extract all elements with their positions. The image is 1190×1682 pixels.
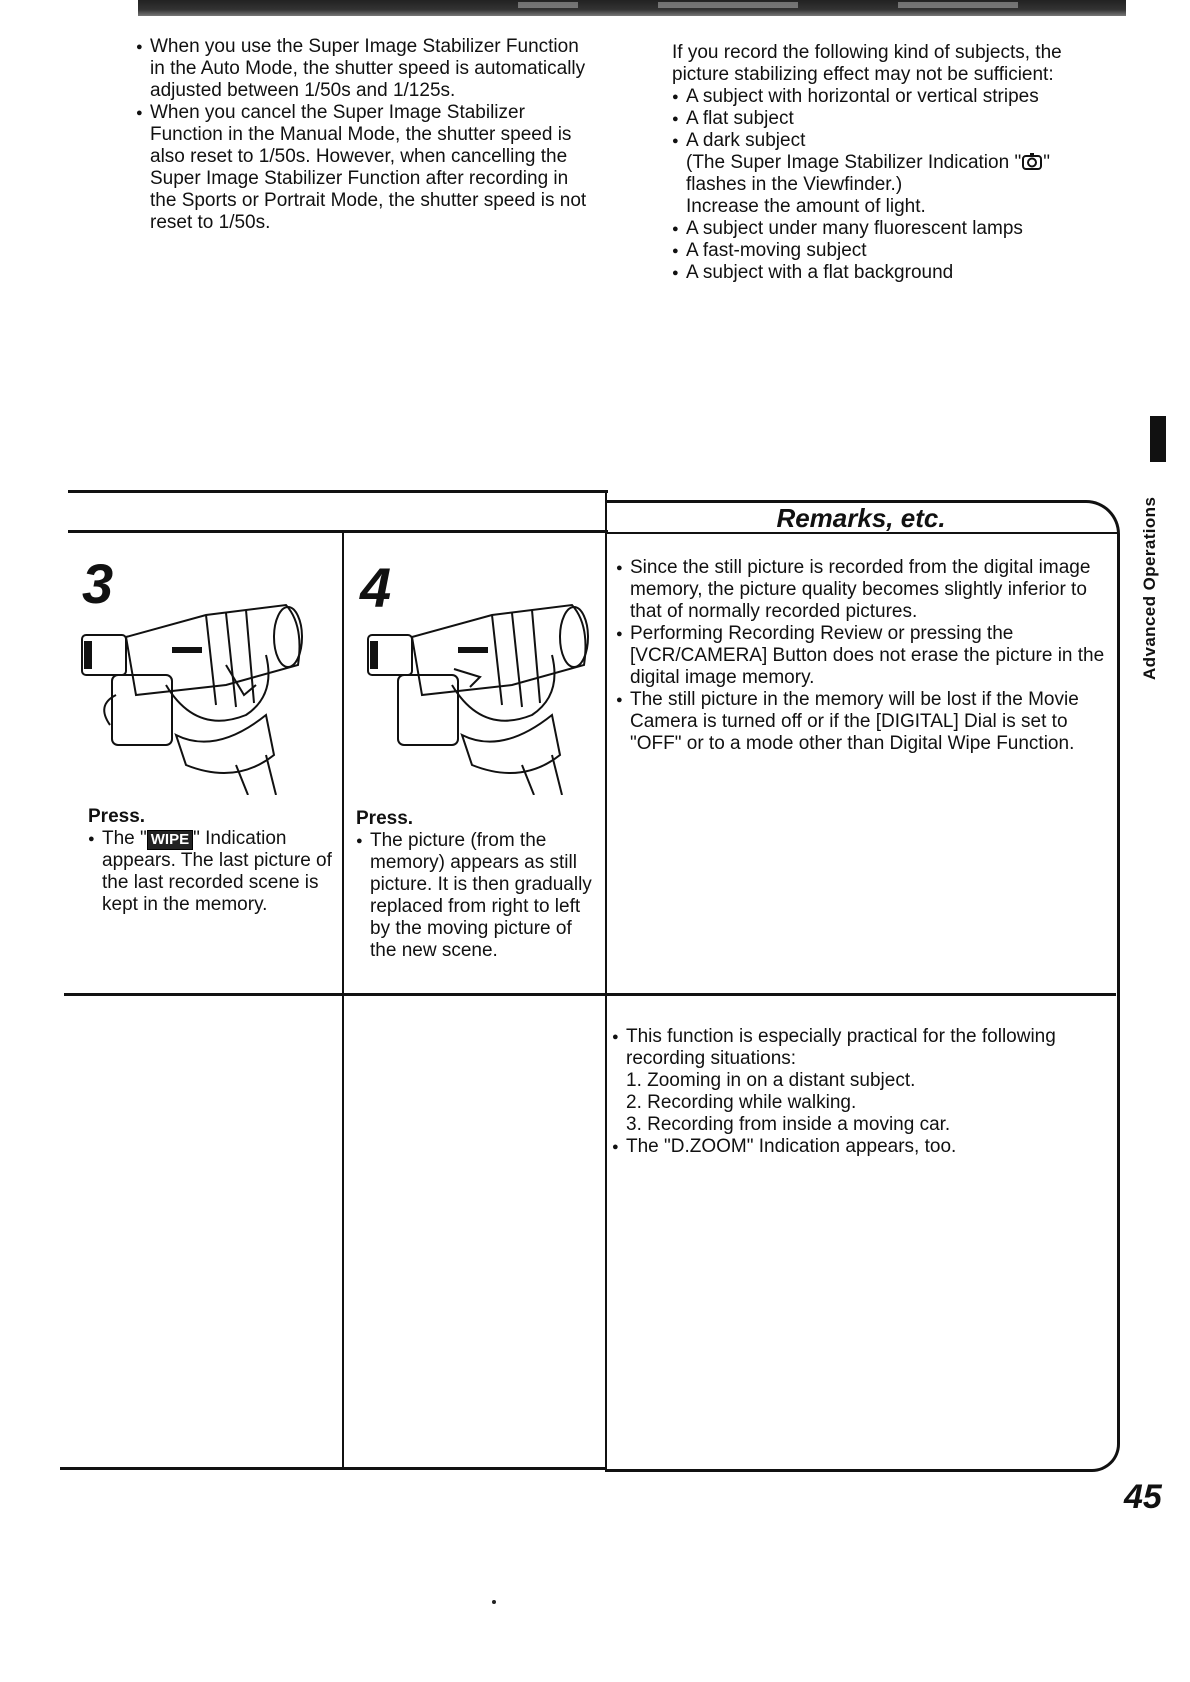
note-text: (The Super Image Stabilizer Indication " [686,152,1022,173]
list-item: ● A subject with horizontal or vertical stripes [672,86,1092,108]
section-marker-block [1150,416,1166,462]
note-text: " Indication appears. The last picture of the last recorded scene is kept in the memory. [102,828,332,915]
step4-note: ● The picture (from the memory) appears as still picture. It is then gradually replaced from right to left by the moving picture of the new scene. [356,830,592,961]
press-label: Press. [88,806,146,827]
right-intro: If you record the following kind of subjects, the picture stabilizing effect may not be sufficient: [672,42,1062,85]
table-bottom-rule [60,1467,605,1470]
remarks-block-2 [612,1026,1102,1158]
list-item: ● Performing Recording Review or pressing the [VCR/CAMERA] Button does not erase the picture in the digital image memory. [616,623,1106,689]
section-side-tab: Advanced Operations [1140,496,1159,680]
row-divider [64,993,1116,996]
step3-note: ● The " WIPE " Indication appears. The last picture of the last recorded scene is kept in the memory. [88,828,332,915]
camcorder-illustration [362,595,602,795]
list-item: ● The "D.ZOOM" Indication appears, too. [612,1136,1102,1158]
table-header-rule [68,530,608,533]
dark-subject-tip: Increase the amount of light. [686,196,926,217]
left-notes [136,36,596,234]
situations-list [612,1070,1102,1136]
step3-instructions [88,806,333,916]
step-number: 3 [82,552,114,615]
list-item: ● A subject with a flat background [672,262,1092,284]
note-text: " flashes in the Viewfinder.) [686,152,1050,195]
scan-speck [898,2,1018,8]
right-notes [672,42,1092,284]
top-scan-bar [138,0,1126,16]
column-divider [605,490,607,1472]
step4-instructions [356,808,600,962]
list-item: ● When you cancel the Super Image Stabilizer Function in the Manual Mode, the shutter speed is also reset to 1/50s. However, when cancelling the Super Image Stabilizer Function after recording in the Sports or Portrait Mode, the shutter speed is not reset to 1/50s. [136,102,596,234]
list-item: ● A dark subject [672,130,1092,152]
list-item: ● The still picture in the memory will be lost if the Movie Camera is turned off or if the [DIGITAL] Dial is set to "OFF" or to a mode other than Digital Wipe Function. [616,689,1106,755]
list-item: ● A fast-moving subject [672,240,1092,262]
list-item: ● This function is especially practical for the following recording situations: [612,1026,1102,1070]
press-label: Press. [356,808,414,829]
dark-subject-note [672,152,1092,196]
list-item: ● When you use the Super Image Stabilizer Function in the Auto Mode, the shutter speed is automatically adjusted between 1/50s and 1/125s. [136,36,596,102]
table-top-rule [68,490,608,493]
step-number: 4 [360,556,392,619]
wipe-indication-badge: WIPE [147,830,193,850]
camcorder-illustration [76,595,316,795]
note-text: The " [102,828,147,849]
scan-speck [658,2,798,8]
note-text: The picture (from the memory) appears as still picture. It is then gradually replaced from right to left by the moving picture of the new scene. [370,830,592,961]
remarks-title: Remarks, etc. [776,503,946,533]
page-number: 45 [1124,1478,1162,1516]
scan-speck [518,2,578,8]
list-item: ● Since the still picture is recorded from the digital image memory, the picture quality becomes slightly inferior to that of normally recorded pictures. [616,557,1106,623]
list-item: 1. Zooming in on a distant subject. [626,1070,916,1091]
remarks-block-1 [616,557,1106,755]
list-item: ● A subject under many fluorescent lamps [672,218,1092,240]
scan-dot [492,1600,496,1604]
stabilizer-indication-icon [1021,152,1043,172]
list-item: ● A flat subject [672,108,1092,130]
list-item: 2. Recording while walking. [626,1092,857,1113]
list-item: 3. Recording from inside a moving car. [626,1114,951,1135]
column-divider [342,530,344,1470]
